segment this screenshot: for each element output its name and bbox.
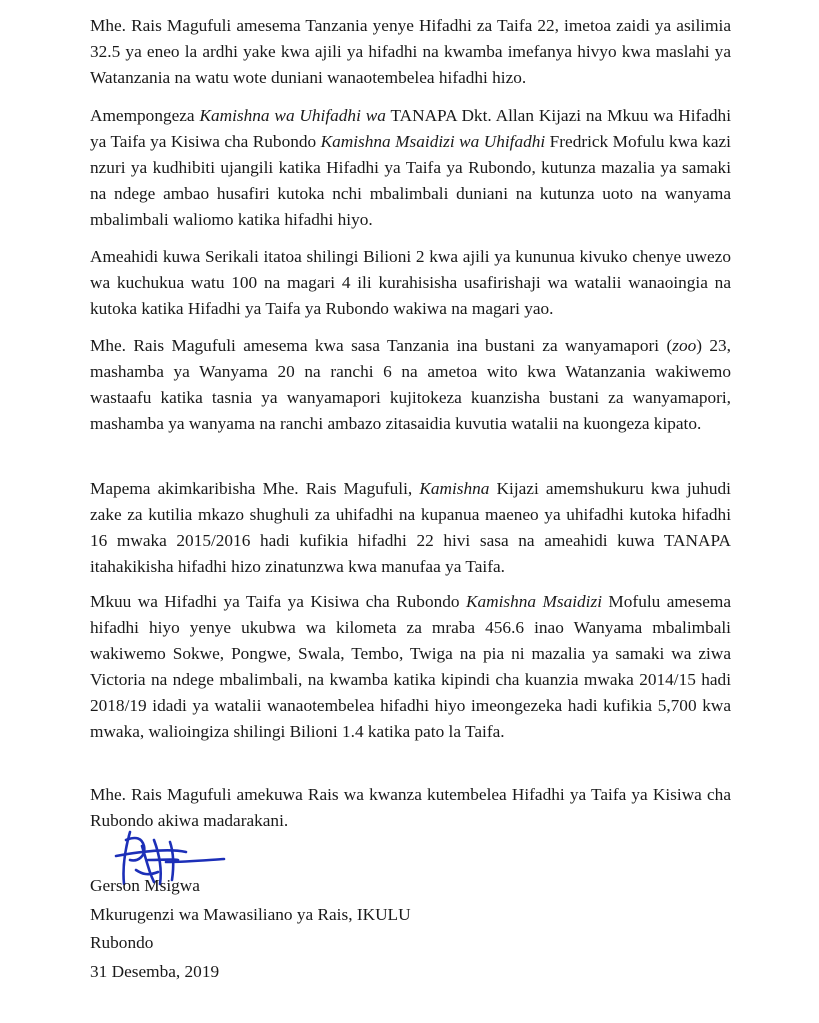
signatory-name: Gerson Msigwa (90, 876, 200, 895)
paragraph-3 (90, 244, 731, 322)
italic-text-run: Kamishna (419, 479, 490, 498)
date: 31 Desemba, 2019 (90, 961, 220, 981)
text-run: Ameahidi kuwa Serikali itatoa shilingi Bilioni 2 kwa ajili ya kununua kivuko chenye uwezo wa kuchukua watu 100 na magari 4 ili kurahisisha usafirishaji wa watalii wanaoingia na kutoka katika Hifadhi ya Taifa ya Rubondo wakiwa na magari yao. (90, 247, 731, 318)
text-run: Fredrick Mofulu kwa kazi nzuri ya kudhibiti ujangili katika Hifadhi ya Taifa ya Rubondo, kutunza mazalia ya samaki na ndege ambao husafiri kutoka nchi mbalimbali duniani na kutunza uoto na wanyama mbalimbali waliomo katika hifadhi hiyo. (90, 132, 731, 229)
signature-block (90, 872, 411, 986)
text-run: Amempongeza (90, 106, 200, 125)
place: Rubondo (90, 933, 154, 952)
italic-text-run: Kamishna Msaidizi (465, 592, 602, 611)
text-run: TANAPA Dkt. Allan Kijazi na Mkuu wa Hifadhi ya Taifa ya Kisiwa cha Rubondo (90, 106, 732, 151)
text-run: Mkuu wa Hifadhi ya Taifa ya Kisiwa cha Rubondo (90, 592, 466, 611)
italic-text-run: Kamishna wa Uhifadhi wa (199, 106, 386, 125)
italic-text-run: zoo (672, 336, 697, 355)
paragraph-5 (90, 476, 731, 580)
paragraph-4 (90, 333, 731, 437)
signatory-title: Mkurugenzi wa Mawasiliano ya Rais, IKULU (90, 904, 411, 924)
text-run: ) 23, mashamba ya Wanyama 20 na ranchi 6 na ametoa wito kwa Watanzania wakiwemo wastaafu katika tasnia ya wanyamapori kujitokeza kuanzisha bustani za wanyamapori, mashamba ya wanyama na ranchi ambazo zitasaidia kuvutia watalii na kuongeza kipato. (90, 336, 731, 433)
text-run: Mapema akimkaribisha Mhe. Rais Magufuli, (90, 479, 420, 498)
italic-text-run: Kamishna Msaidizi wa Uhifadhi (320, 132, 546, 151)
text-run: Mhe. Rais Magufuli amesema kwa sasa Tanzania ina bustani za wanyamapori ( (90, 336, 673, 355)
paragraph-6 (90, 589, 731, 745)
text-run: Mofulu amesema hifadhi hiyo yenye ukubwa wa kilometa za mraba 456.6 inao Wanyama mbalimbali wakiwemo Sokwe, Pongwe, Swala, Tembo, Twiga na pia ni mazalia ya samaki wa ziwa Victoria na ndege mbalimbali, na kwamba katika kipindi cha kuanzia mwaka 2014/15 hadi 2018/19 idadi ya watalii wanaotembelea hifadhi hiyo imeongezeka hadi kufikia 5,700 kwa mwaka, walioingiza shilingi Bilioni 1.4 katika pato la Taifa. (90, 592, 731, 741)
paragraph-1 (90, 13, 731, 91)
text-run: Mhe. Rais Magufuli amesema Tanzania yenye Hifadhi za Taifa 22, imetoa zaidi ya asilimia 32.5 ya eneo la ardhi yake kwa ajili ya hifadhi na kwamba imefanya hivyo kwa maslahi ya Watanzania na watu wote duniani wanaotembelea hifadhi hizo. (90, 16, 731, 87)
text-run: Kijazi amemshukuru kwa juhudi zake za kutilia mkazo shughuli za uhifadhi na kupanua maeneo ya uhifadhi kutoka hifadhi 16 mwaka 2015/2016 hadi kufikia hifadhi 22 hivi sasa na ameahidi kuwa TANAPA itahakikisha hifadhi hizo zinatunzwa kwa manufaa ya Taifa. (90, 479, 731, 576)
paragraph-2 (90, 103, 731, 233)
text-run: Mhe. Rais Magufuli amekuwa Rais wa kwanza kutembelea Hifadhi ya Taifa ya Kisiwa cha Rubondo akiwa madarakani. (90, 785, 731, 830)
